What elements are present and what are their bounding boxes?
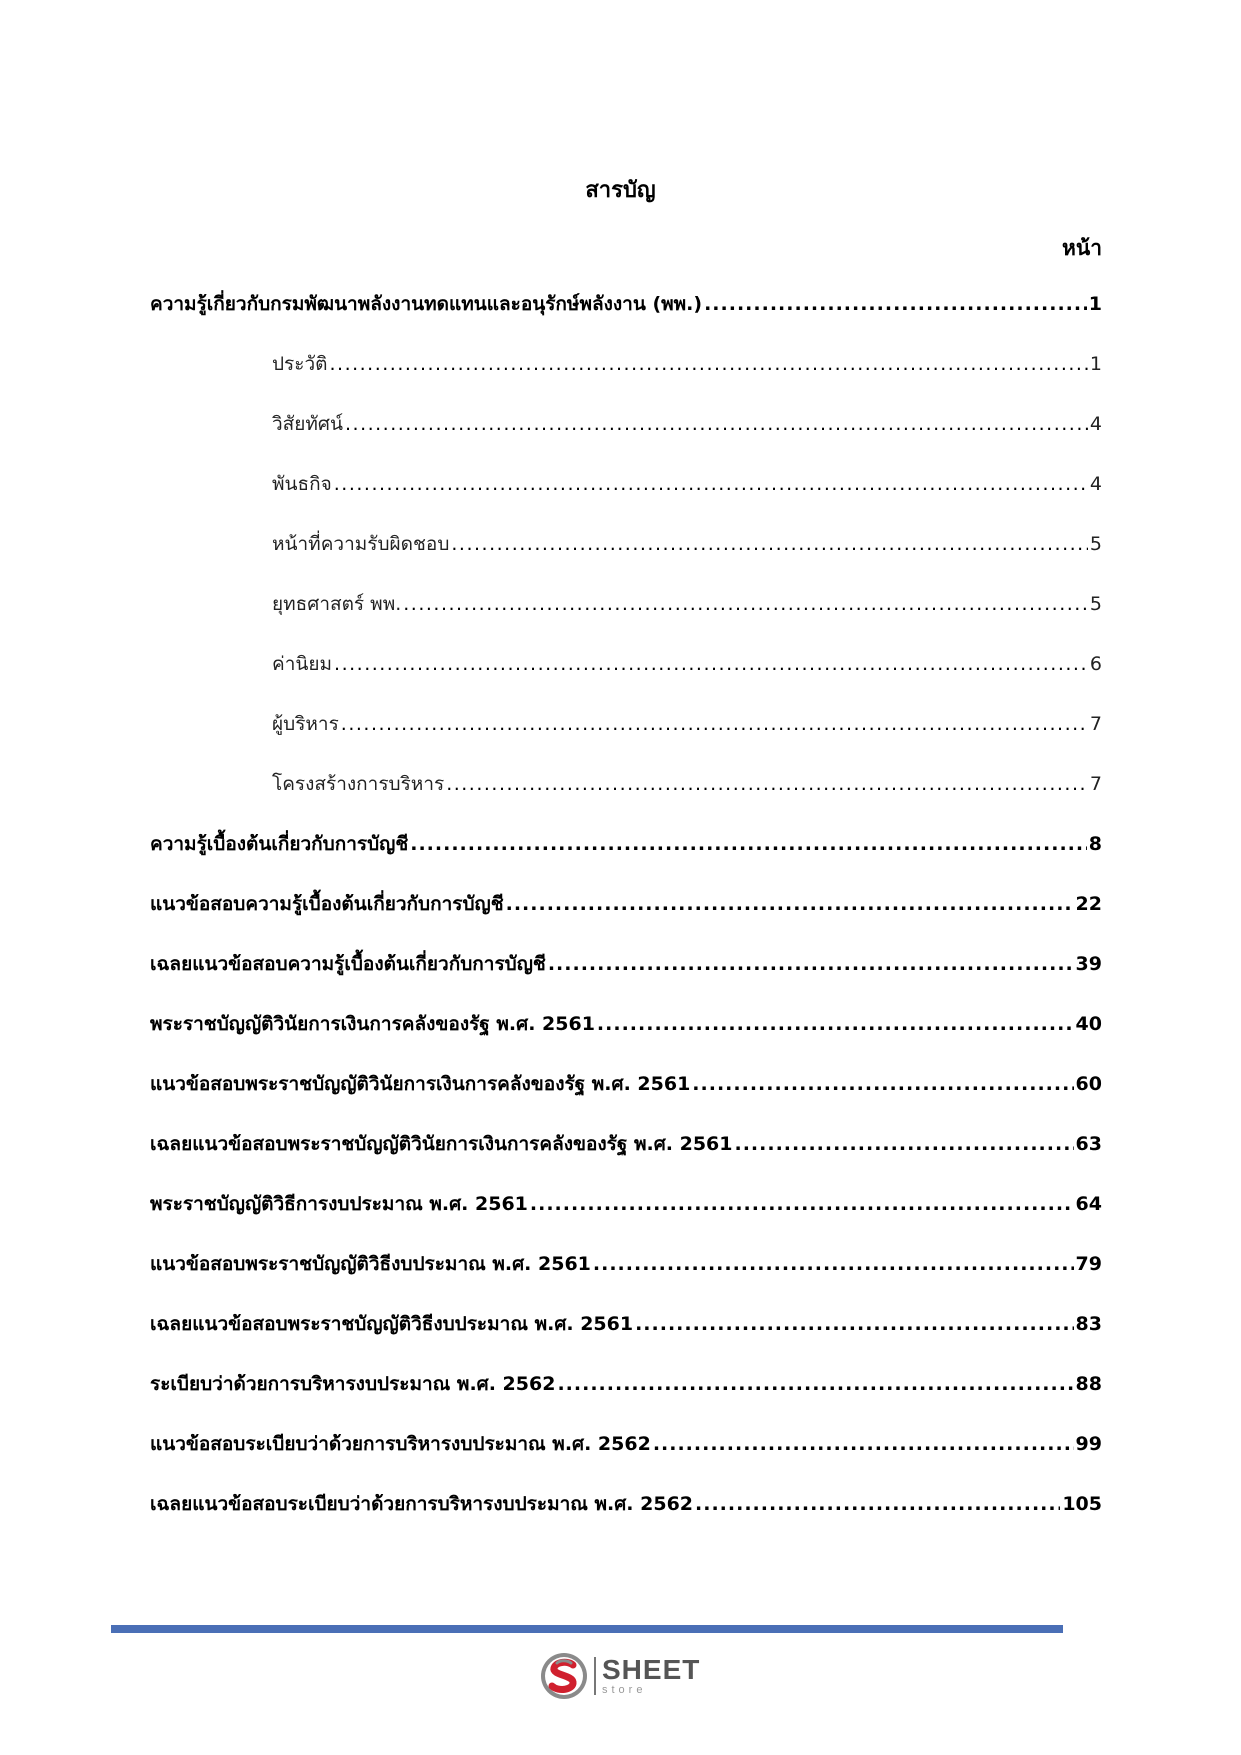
toc-leader-dots	[530, 1193, 1074, 1215]
footer-rule	[111, 1625, 1063, 1633]
toc-entry-page: 5	[1089, 593, 1102, 615]
toc-entry-page: 8	[1088, 833, 1102, 855]
toc-entry-page: 39	[1075, 953, 1102, 975]
toc-entry-page: 63	[1075, 1133, 1102, 1155]
sheet-store-logo	[538, 1648, 708, 1704]
toc-entry-page: 83	[1075, 1313, 1102, 1335]
toc-leader-dots	[593, 1253, 1074, 1275]
toc-entry[interactable]	[150, 1069, 1102, 1103]
toc-leader-dots	[704, 293, 1087, 315]
toc-entry-label: เฉลยแนวข้อสอบระเบียบว่าด้วยการบริหารงบประมาณ พ.ศ. 2562	[150, 1493, 694, 1515]
toc-leader-dots	[506, 893, 1074, 915]
toc-entry[interactable]	[272, 649, 1102, 683]
toc-entry[interactable]	[272, 769, 1102, 803]
toc-entry-label: พระราชบัญญัติวิธีการงบประมาณ พ.ศ. 2561	[150, 1193, 528, 1215]
toc-entry-label: ยุทธศาสตร์ พพ.	[272, 593, 402, 615]
toc-entry-label: พันธกิจ	[272, 473, 332, 495]
toc-entry[interactable]	[150, 1129, 1102, 1163]
toc-leader-dots	[334, 473, 1088, 495]
toc-entry-page: 4	[1089, 413, 1102, 435]
toc-entry-label: แนวข้อสอบพระราชบัญญัติวินัยการเงินการคลังของรัฐ พ.ศ. 2561	[150, 1073, 691, 1095]
toc-entry-page: 64	[1075, 1193, 1102, 1215]
toc-leader-dots	[446, 773, 1088, 795]
toc-leader-dots	[597, 1013, 1074, 1035]
toc-entry[interactable]	[150, 1309, 1102, 1343]
logo-divider	[594, 1657, 596, 1695]
toc-entry[interactable]	[272, 529, 1102, 563]
toc-leader-dots	[735, 1133, 1074, 1155]
toc-entry-page: 7	[1089, 713, 1102, 735]
toc-entry[interactable]	[150, 949, 1102, 983]
toc-entry-label: ผู้บริหาร	[272, 713, 339, 735]
toc-entry[interactable]	[150, 829, 1102, 863]
toc-entry-page: 5	[1089, 533, 1102, 555]
toc-entry-label: เฉลยแนวข้อสอบพระราชบัญญัติวินัยการเงินการคลังของรัฐ พ.ศ. 2561	[150, 1133, 733, 1155]
toc-entry-page: 79	[1075, 1253, 1102, 1275]
toc-entry-label: ประวัติ	[272, 353, 328, 375]
toc-leader-dots	[410, 833, 1087, 855]
toc-entry[interactable]	[150, 289, 1102, 323]
toc-entry-page: 105	[1062, 1493, 1102, 1515]
toc-entry-page: 60	[1075, 1073, 1102, 1095]
toc-leader-dots	[635, 1313, 1073, 1335]
toc-entry[interactable]	[272, 589, 1102, 623]
toc-entry-label: แนวข้อสอบพระราชบัญญัติวิธีงบประมาณ พ.ศ. 2561	[150, 1253, 591, 1275]
sheet-store-s-icon	[538, 1650, 590, 1702]
toc-entry[interactable]	[150, 1189, 1102, 1223]
toc-leader-dots	[695, 1493, 1060, 1515]
toc-entry-label: ความรู้เกี่ยวกับกรมพัฒนาพลังงานทดแทนและอนุรักษ์พลังงาน (พพ.)	[150, 293, 703, 315]
logo-wordmark: SHEET	[602, 1654, 701, 1685]
toc-leader-dots	[548, 953, 1074, 975]
toc-entry-label: พระราชบัญญัติวินัยการเงินการคลังของรัฐ พ.ศ. 2561	[150, 1013, 595, 1035]
toc-entry-label: ระเบียบว่าด้วยการบริหารงบประมาณ พ.ศ. 2562	[150, 1373, 556, 1395]
toc-entry-label: เฉลยแนวข้อสอบพระราชบัญญัติวิธีงบประมาณ พ.ศ. 2561	[150, 1313, 634, 1335]
page-column-header: หน้า	[1062, 236, 1102, 260]
toc-entry-page: 6	[1089, 653, 1102, 675]
toc-leader-dots	[329, 353, 1087, 375]
toc-entry-page: 4	[1089, 473, 1102, 495]
toc-entry-label: วิสัยทัศน์	[272, 413, 343, 435]
toc-entry[interactable]	[150, 1489, 1102, 1523]
toc-entry[interactable]	[150, 1369, 1102, 1403]
toc-leader-dots	[403, 593, 1088, 615]
toc-entry-label: ความรู้เบื้องต้นเกี่ยวกับการบัญชี	[150, 833, 409, 855]
toc-entry[interactable]	[272, 709, 1102, 743]
toc-entry-page: 7	[1089, 773, 1102, 795]
logo-text	[602, 1656, 700, 1696]
logo-subtitle: store	[602, 1684, 647, 1696]
toc-leader-dots	[334, 653, 1088, 675]
toc-entry-page: 1	[1089, 353, 1102, 375]
toc-entry-label: หน้าที่ความรับผิดชอบ	[272, 533, 450, 555]
toc-entry-page: 22	[1075, 893, 1102, 915]
toc-leader-dots	[451, 533, 1088, 555]
toc-entry-label: ค่านิยม	[272, 653, 333, 675]
toc-entry-page: 40	[1075, 1013, 1102, 1035]
toc-leader-dots	[341, 713, 1088, 735]
toc-entry-page: 1	[1088, 293, 1102, 315]
toc-entry-label: เฉลยแนวข้อสอบความรู้เบื้องต้นเกี่ยวกับการบัญชี	[150, 953, 546, 975]
toc-entry-label: แนวข้อสอบความรู้เบื้องต้นเกี่ยวกับการบัญชี	[150, 893, 504, 915]
toc-entry[interactable]	[272, 409, 1102, 443]
toc-leader-dots	[345, 413, 1088, 435]
toc-entry-label: แนวข้อสอบระเบียบว่าด้วยการบริหารงบประมาณ พ.ศ. 2562	[150, 1433, 651, 1455]
toc-entry[interactable]	[272, 469, 1102, 503]
toc-entry-page: 99	[1075, 1433, 1102, 1455]
page-title: สารบัญ	[585, 178, 656, 203]
toc-entry[interactable]	[272, 349, 1102, 383]
toc-entry[interactable]	[150, 1009, 1102, 1043]
toc-leader-dots	[653, 1433, 1074, 1455]
toc-entry-page: 88	[1075, 1373, 1102, 1395]
toc-leader-dots	[557, 1373, 1073, 1395]
toc-entry[interactable]	[150, 1249, 1102, 1283]
toc-entry[interactable]	[150, 1429, 1102, 1463]
toc-entry[interactable]	[150, 889, 1102, 923]
toc-entry-label: โครงสร้างการบริหาร	[272, 773, 445, 795]
toc-leader-dots	[692, 1073, 1073, 1095]
